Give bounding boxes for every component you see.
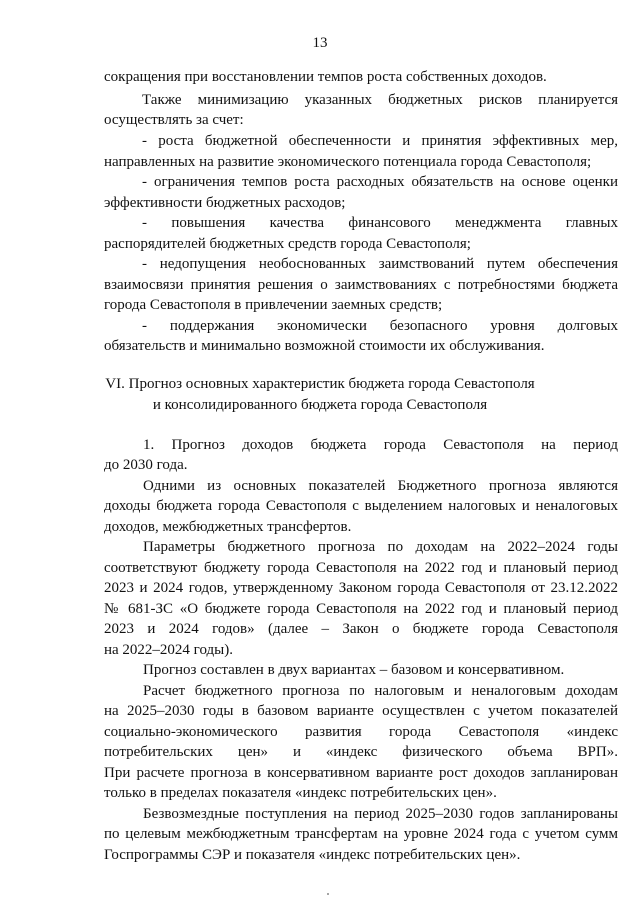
- text-line: по целевым межбюджетным трансфертам на уровне 2024 года с учетом сумм: [104, 826, 618, 842]
- text-line: соответствуют бюджету города Севастополя на 2022 год и плановый период: [104, 560, 618, 576]
- text-line: взаимосвязи принятия решения о заимствованиях с потребностями бюджета: [104, 277, 618, 293]
- text-line: 1. Прогноз доходов бюджета города Севастополя на период: [143, 437, 618, 453]
- text-line: доходов, межбюджетных трансфертов.: [104, 519, 352, 535]
- text-line: сокращения при восстановлении темпов роста собственных доходов.: [104, 69, 547, 85]
- text-line: - роста бюджетной обеспеченности и принятия эффективных мер,: [142, 133, 618, 149]
- text-line: обязательств и минимально возможной стоимости их обслуживания.: [104, 338, 545, 354]
- scan-speck: [327, 893, 329, 895]
- text-line: Одними из основных показателей Бюджетного прогноза являются: [143, 478, 618, 494]
- text-line: эффективности бюджетных расходов;: [104, 195, 346, 211]
- text-line: - повышения качества финансового менеджмента главных: [142, 215, 618, 231]
- text-line: города Севастополя в привлечении заемных средств;: [104, 297, 443, 313]
- text-line: на 2022–2024 годы).: [104, 642, 233, 658]
- text-line: социально-экономического развития города Севастополя «индекс: [104, 724, 618, 740]
- text-line: № 681-ЗС «О бюджете города Севастополя на 2022 год и плановый период: [104, 601, 618, 617]
- text-line: - поддержания экономически безопасного уровня долговых: [142, 318, 618, 334]
- text-line: Безвозмездные поступления на период 2025–2030 годов запланированы: [143, 806, 618, 822]
- text-line: до 2030 года.: [104, 457, 188, 473]
- section-heading: VI. Прогноз основных характеристик бюджета города Севастополя: [105, 376, 535, 392]
- text-line: 2023 и 2024 годов» (далее – Закон о бюджете города Севастополя: [104, 621, 618, 637]
- text-line: Расчет бюджетного прогноза по налоговым и неналоговым доходам: [143, 683, 618, 699]
- text-line: Также минимизацию указанных бюджетных рисков планируется: [142, 92, 618, 108]
- text-line: 2023 и 2024 годов, утвержденному Законом города Севастополя от 23.12.2022: [104, 580, 618, 596]
- text-line: Параметры бюджетного прогноза по доходам на 2022–2024 годы: [143, 539, 618, 555]
- page-number: 13: [312, 35, 328, 51]
- section-heading: и консолидированного бюджета города Севастополя: [152, 397, 488, 413]
- text-line: на 2025–2030 годы в базовом варианте осуществлен с учетом показателей: [104, 703, 618, 719]
- text-line: При расчете прогноза в консервативном варианте рост доходов запланирован: [104, 765, 618, 781]
- text-line: осуществлять за счет:: [104, 112, 244, 128]
- text-line: направленных на развитие экономического потенциала города Севастополя;: [104, 154, 592, 170]
- text-line: потребительских цен» и «индекс физического объема ВРП».: [104, 744, 618, 760]
- text-line: доходы бюджета города Севастополя с выделением налоговых и неналоговых: [104, 498, 618, 514]
- text-line: только в пределах показателя «индекс потребительских цен».: [104, 785, 497, 801]
- text-line: Госпрограммы СЭР и показателя «индекс потребительских цен».: [104, 847, 521, 863]
- text-line: - ограничения темпов роста расходных обязательств на основе оценки: [142, 174, 618, 190]
- text-line: Прогноз составлен в двух вариантах – базовом и консервативном.: [143, 662, 565, 678]
- text-line: - недопущения необоснованных заимствований путем обеспечения: [142, 256, 618, 272]
- text-line: распорядителей бюджетных средств города Севастополя;: [104, 236, 471, 252]
